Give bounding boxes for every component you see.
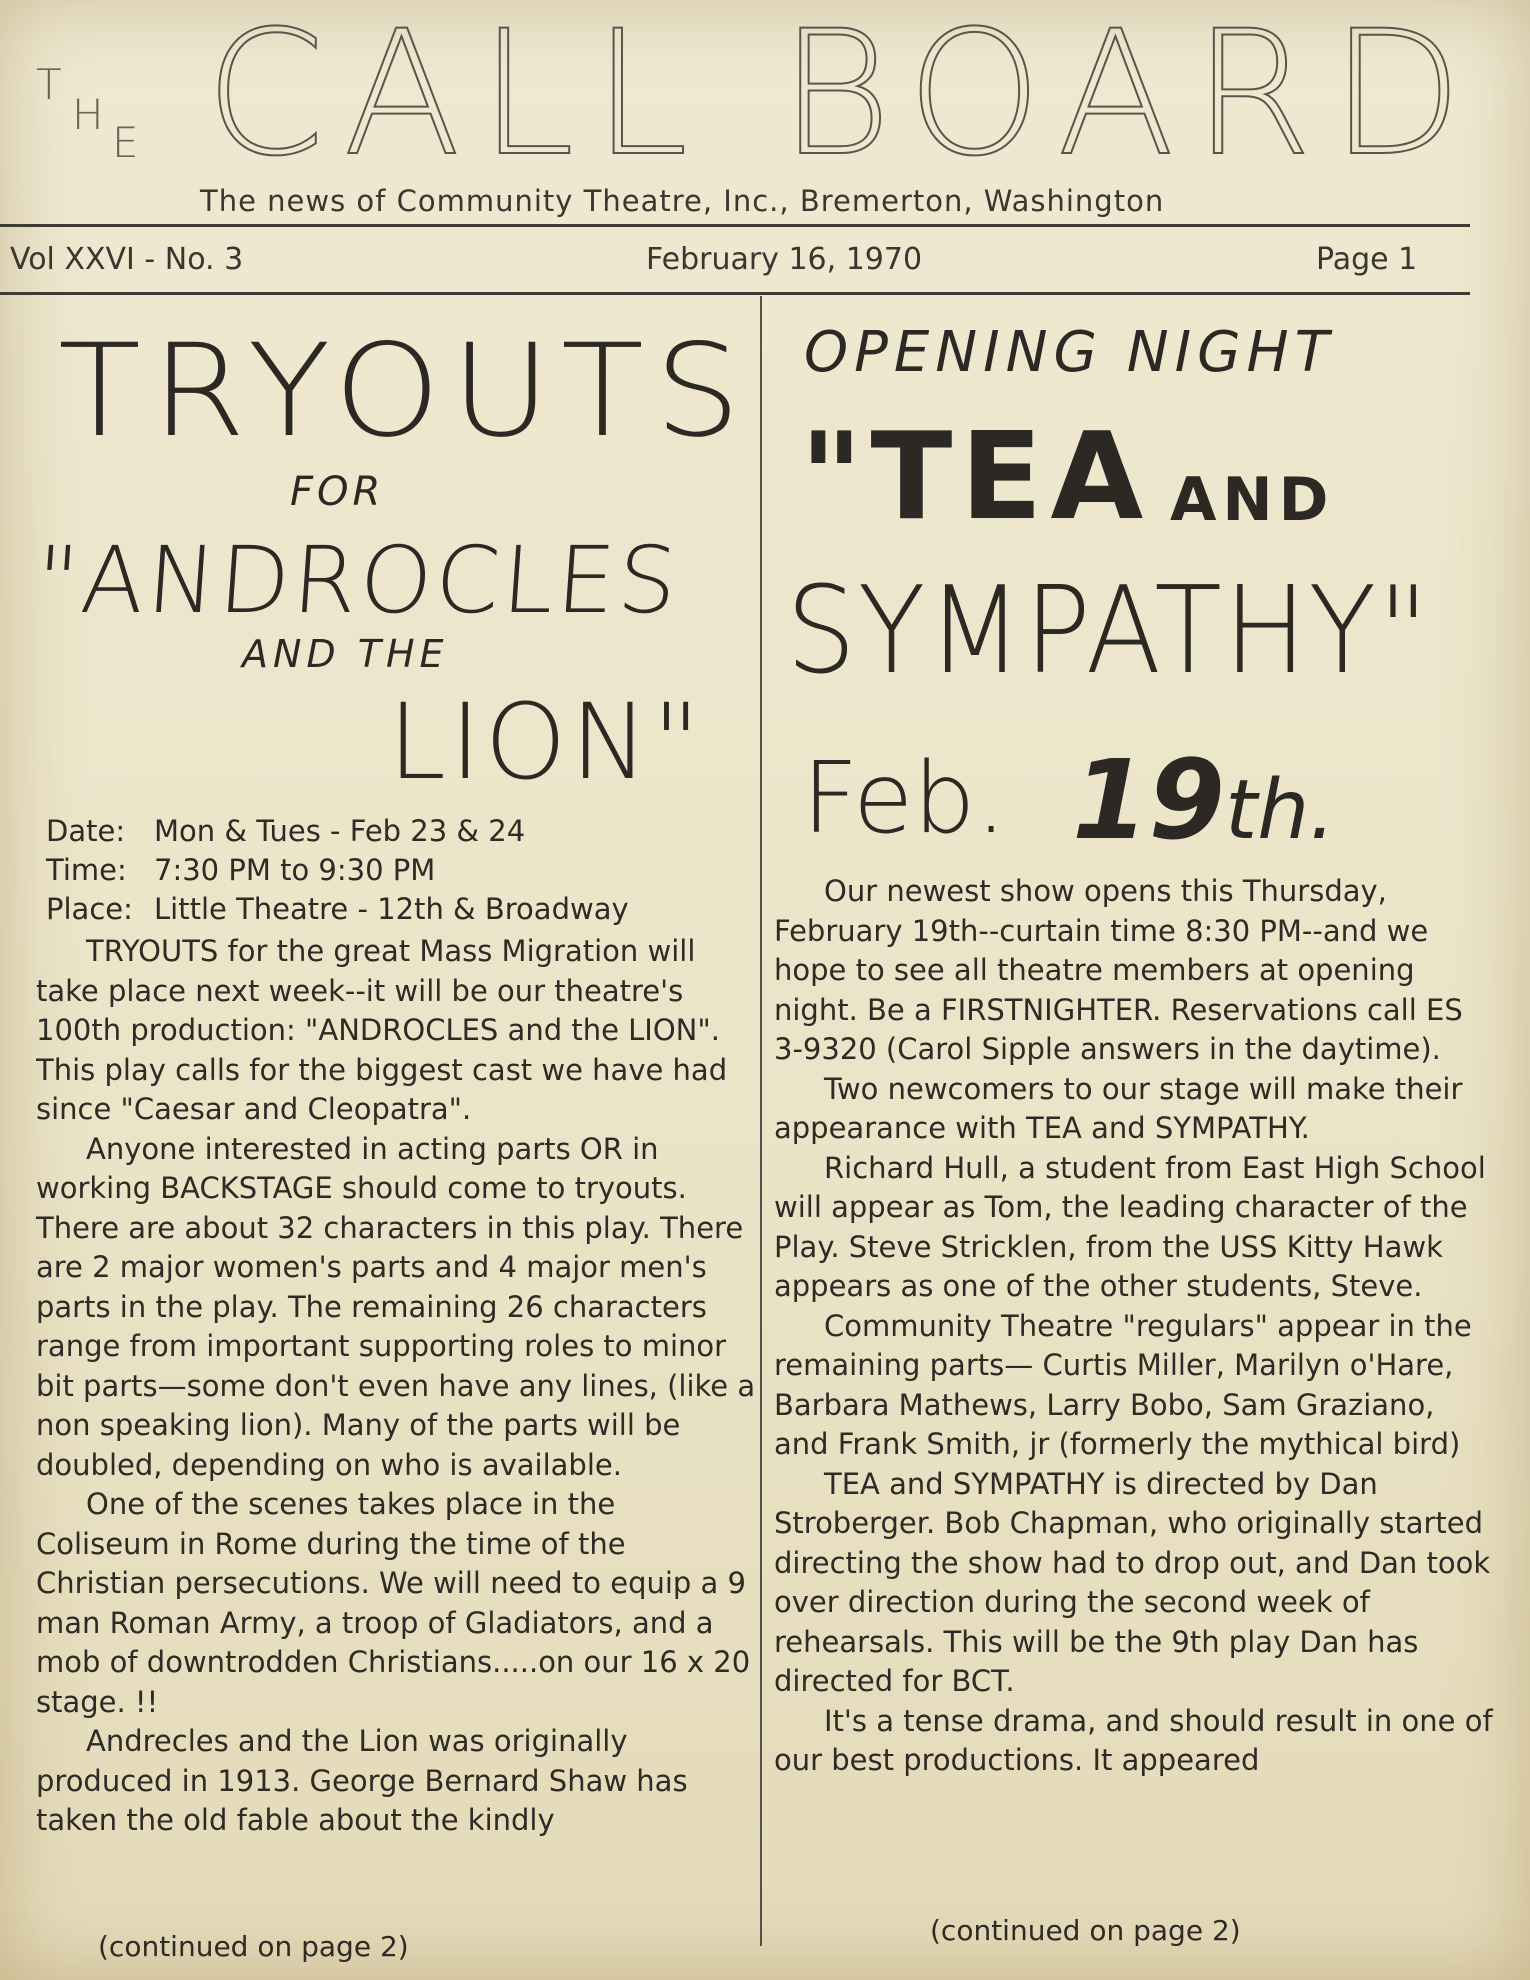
opening-night-headline: OPENING NIGHT — [804, 320, 1335, 385]
volume-number: Vol XXVI - No. 3 — [10, 242, 244, 277]
article-paragraph: It's a tense drama, and should result in one of our best productions. It appeared — [774, 1703, 1493, 1777]
article-paragraph: TEA and SYMPATHY is directed by Dan Stroberger. Bob Chapman, who originally started directing the show had to drop out, and Dan took over direction during the second week of rehearsals. This will be the 9th play Dan has directed for BCT. — [774, 1466, 1491, 1698]
sympathy-headline: SYMPATHY" — [786, 562, 1431, 701]
article-paragraph: Community Theatre "regulars" appear in the remaining parts— Curtis Miller, Marilyn o'Hare, Barbara Mathews, Larry Bobo, Sam Graziano, and Frank Smith, jr (formerly the mythical bird) — [774, 1308, 1472, 1461]
detail-date — [46, 812, 629, 851]
detail-value: 7:30 PM to 9:30 PM — [154, 853, 436, 887]
tryouts-headline: TRYOUTS — [58, 317, 752, 466]
date-number: 19 — [1072, 736, 1226, 864]
article-paragraph: TRYOUTS for the great Mass Migration will take place next week--it will be our theatre's 100th production: "ANDROCLES and the LION". This play calls for the biggest cast we have had since "Caesar and Cleopatra". — [36, 934, 728, 1126]
column-divider — [760, 296, 762, 1946]
masthead-subtitle: The news of Community Theatre, Inc., Bremerton, Washington — [200, 184, 1165, 218]
masthead-the-e: E — [112, 118, 139, 167]
tryouts-article — [36, 932, 756, 1841]
detail-place — [46, 890, 629, 929]
masthead-rule-top — [0, 224, 1470, 227]
article-paragraph: Our newest show opens this Thursday, February 19th--curtain time 8:30 PM--and we hope to see all theatre members at opening night. Be a FIRSTNIGHTER. Reservations call ES 3-9320 (Carol Sipple answers in the daytime). — [774, 874, 1463, 1066]
date-suffix: th. — [1225, 763, 1336, 858]
detail-label: Time: — [46, 853, 127, 887]
tryout-details — [46, 812, 629, 929]
continued-note: (continued on page 2) — [98, 1930, 409, 1963]
masthead-the-t: T — [36, 60, 62, 109]
detail-label: Date: — [46, 814, 126, 848]
page-number: Page 1 — [1316, 242, 1418, 277]
article-paragraph: Andrecles and the Lion was originally produced in 1913. George Bernard Shaw has taken the old fable about the kindly — [36, 1724, 688, 1837]
tea-headline: "TEA — [800, 408, 1152, 547]
masthead-the — [28, 60, 168, 180]
and-headline: AND — [1170, 465, 1335, 535]
masthead-the-h: H — [72, 90, 104, 139]
feb-headline: Feb. — [802, 742, 1007, 856]
detail-time — [46, 851, 629, 890]
detail-value: Little Theatre - 12th & Broadway — [154, 892, 629, 926]
date-headline — [1072, 736, 1336, 864]
article-paragraph: Richard Hull, a student from East High School will appear as Tom, the leading character of the Play. Steve Stricklen, from the USS Kitty Hawk appears as one of the other students, Steve. — [774, 1150, 1486, 1303]
tea-article — [774, 872, 1494, 1781]
detail-label: Place: — [46, 892, 133, 926]
article-paragraph: Two newcomers to our stage will make their appearance with TEA and SYMPATHY. — [774, 1071, 1463, 1145]
article-paragraph: One of the scenes takes place in the Coliseum in Rome during the time of the Christian persecutions. We will need to equip a 9 man Roman Army, a troop of Gladiators, and a mob of downtrodden Christians.....on our 16 x 20 stage. !! — [36, 1487, 751, 1719]
continued-note: (continued on page 2) — [930, 1914, 1241, 1947]
androcles-headline: "ANDROCLES — [32, 527, 684, 634]
article-paragraph: Anyone interested in acting parts OR in working BACKSTAGE should come to tryouts. There are about 32 characters in this play. There are 2 major women's parts and 4 major men's parts in the play. The remaining 26 characters range from important supporting roles to minor bit parts—some don't even have any lines, (like a non speaking lion). Many of the parts will be doubled, depending on who is available. — [36, 1131, 756, 1482]
detail-value: Mon & Tues - Feb 23 & 24 — [154, 814, 526, 848]
issue-date: February 16, 1970 — [646, 242, 923, 277]
for-headline: FOR — [290, 469, 385, 515]
lion-headline: LION" — [388, 681, 705, 803]
masthead-title: CALL BOARD — [205, 0, 1481, 194]
and-the-headline: AND THE — [242, 632, 449, 676]
masthead-rule-bottom — [0, 292, 1470, 295]
